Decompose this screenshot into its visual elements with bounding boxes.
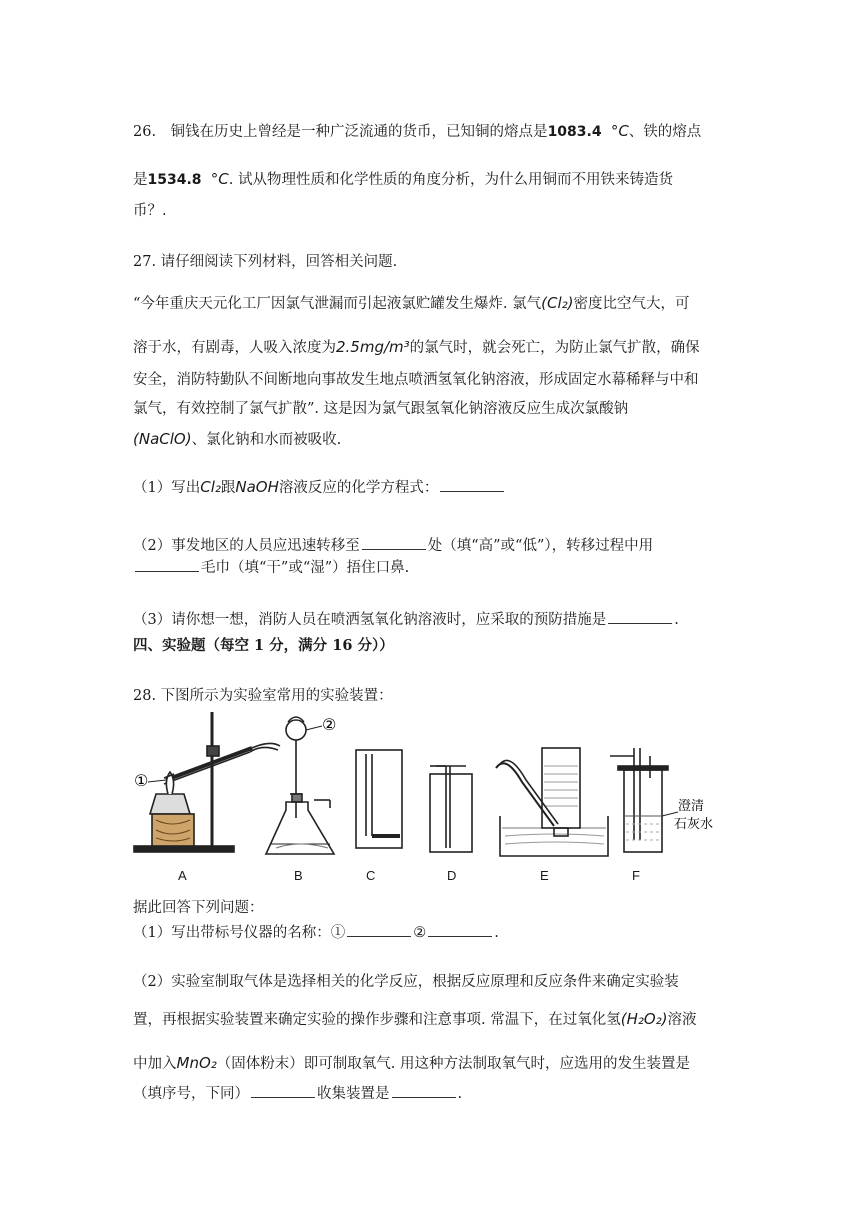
celsius-unit: °C — [610, 122, 629, 140]
q28-text: 中加入 — [133, 1056, 177, 1072]
mno2-formula: MnO₂ — [176, 1054, 217, 1072]
q27-sub-1 — [133, 476, 506, 497]
answer-blank[interactable] — [135, 559, 199, 572]
naclo-formula: (NaClO) — [133, 430, 192, 448]
q27-text: （3）请你想一想，消防人员在喷洒氢氧化钠溶液时，应采取的预防措施是 — [133, 612, 607, 628]
chlorine-formula: (Cl₂) — [541, 294, 574, 312]
label-a: A — [178, 868, 187, 883]
q27-text: 密度比空气大，可 — [573, 296, 690, 312]
apparatus-e — [496, 748, 608, 856]
q27-para-line-3: 安全，消防特勤队不间断地向事故发生地点喷洒氢氧化钠溶液，形成固定水幕稀释与中和 — [133, 372, 699, 388]
q26-text: 26. 铜钱在历史上曾经是一种广泛流通的货币，已知铜的熔点是 — [133, 124, 548, 140]
q27-text: 处（填“高”或“低”），转移过程中用 — [427, 538, 654, 554]
q27-text: 溶液反应的化学方程式： — [278, 480, 439, 496]
section-heading: 四、实验题（每空 1 分，满分 16 分）） — [133, 637, 394, 654]
answer-blank[interactable] — [392, 1085, 456, 1098]
q26-text: 、铁的熔点 — [628, 124, 702, 140]
celsius-unit: °C — [210, 170, 229, 188]
q28-title: 28. 下图所示为实验室常用的实验装置： — [133, 688, 393, 704]
lab-apparatus-figure — [130, 708, 730, 863]
iron-melting-point: 1534.8 — [147, 172, 202, 188]
q27-para-line-2 — [133, 336, 700, 357]
copper-melting-point: 1083.4 — [547, 124, 602, 140]
q27-title: 27. 请仔细阅读下列材料，回答相关问题. — [133, 254, 398, 270]
q26-text: 币？. — [133, 203, 167, 219]
q26-text: . 试从物理性质和化学性质的角度分析，为什么用铜而不用铁来铸造货 — [228, 172, 673, 188]
q28-text: （填序号，下同） — [133, 1086, 249, 1102]
answer-blank[interactable] — [428, 924, 492, 937]
q27-para-line-5 — [133, 428, 341, 449]
q28-sub-1 — [133, 921, 499, 942]
q28-sub-2-line-1: （2）实验室制取气体是选择相关的化学反应，根据反应原理和反应条件来确定实验装 — [133, 974, 679, 990]
q27-text: （2）事发地区的人员应迅速转移至 — [133, 538, 360, 554]
q27-sub-2-cont — [133, 556, 409, 577]
label-c: C — [366, 868, 376, 883]
concentration-formula: 2.5mg/m³ — [336, 338, 410, 356]
q28-sub-2-line-2 — [133, 1008, 697, 1029]
q27-text: 跟 — [220, 480, 236, 496]
q27-text: 的氯气时，就会死亡，为防止氯气扩散，确保 — [409, 340, 700, 356]
h2o2-formula: (H₂O₂) — [620, 1010, 668, 1028]
apparatus-d — [430, 766, 472, 852]
label-b: B — [294, 868, 303, 883]
label-f: F — [632, 868, 640, 883]
q27-sub-2 — [133, 534, 653, 555]
q27-text: “今年重庆天元化工厂因氯气泄漏而引起液氯贮罐发生爆炸. 氯气 — [133, 296, 542, 312]
apparatus-c — [356, 750, 402, 848]
q28-text: ② — [413, 925, 427, 941]
limewater-label-1: 澄清 — [678, 799, 705, 814]
q28-text: . — [457, 1086, 463, 1102]
q27-sub-3 — [133, 608, 679, 629]
q28-sub-2-line-3 — [133, 1052, 690, 1073]
q27-text: （1）写出 — [133, 480, 201, 496]
q26-text: 是 — [133, 172, 148, 188]
q28-text: （固体粉末）即可制取氧气. 用这种方法制取氧气时，应选用的发生装置是 — [216, 1056, 690, 1072]
q28-text: 收集装置是 — [317, 1086, 390, 1102]
mark-circle-2: ② — [322, 715, 337, 734]
label-e: E — [540, 868, 549, 883]
answer-blank[interactable] — [608, 611, 672, 624]
q26-line-3 — [133, 199, 167, 220]
q28-text: 溶液 — [667, 1012, 697, 1028]
q27-para-line-1 — [133, 292, 690, 313]
mark-circle-1: ① — [134, 771, 149, 790]
q28-sub-2-line-4 — [133, 1082, 462, 1103]
q28-text: 置，再根据实验装置来确定实验的操作步骤和注意事项. 常温下，在过氧化氢 — [133, 1012, 621, 1028]
answer-blank[interactable] — [440, 479, 504, 492]
q27-text: . — [674, 612, 679, 628]
label-d: D — [447, 868, 457, 883]
apparatus-f — [610, 748, 678, 852]
cl2-formula: Cl₂ — [200, 478, 221, 496]
apparatus-a — [134, 712, 280, 852]
naoh-formula: NaOH — [235, 478, 279, 496]
answer-blank[interactable] — [251, 1085, 315, 1098]
q28-text: . — [494, 925, 499, 941]
q27-text: 溶于水，有剧毒，人吸入浓度为 — [133, 340, 336, 356]
q27-text: 、氯化钠和水而被吸收. — [191, 432, 342, 448]
q26-line-2 — [133, 168, 673, 189]
q26-line-1 — [133, 120, 701, 141]
answer-blank[interactable] — [362, 537, 426, 550]
limewater-label-2: 石灰水 — [674, 817, 714, 832]
q28-text: （1）写出带标号仪器的名称：① — [133, 925, 346, 941]
q28-answer-intro: 据此回答下列问题： — [133, 900, 264, 916]
q27-text: 毛巾（填“干”或“湿”）捂住口鼻. — [201, 560, 410, 576]
q27-para-line-4: 氯气，有效控制了氯气扩散”. 这是因为氯气跟氢氧化钠溶液反应生成次氯酸钠 — [133, 401, 629, 417]
apparatus-b — [266, 715, 337, 854]
answer-blank[interactable] — [347, 924, 411, 937]
